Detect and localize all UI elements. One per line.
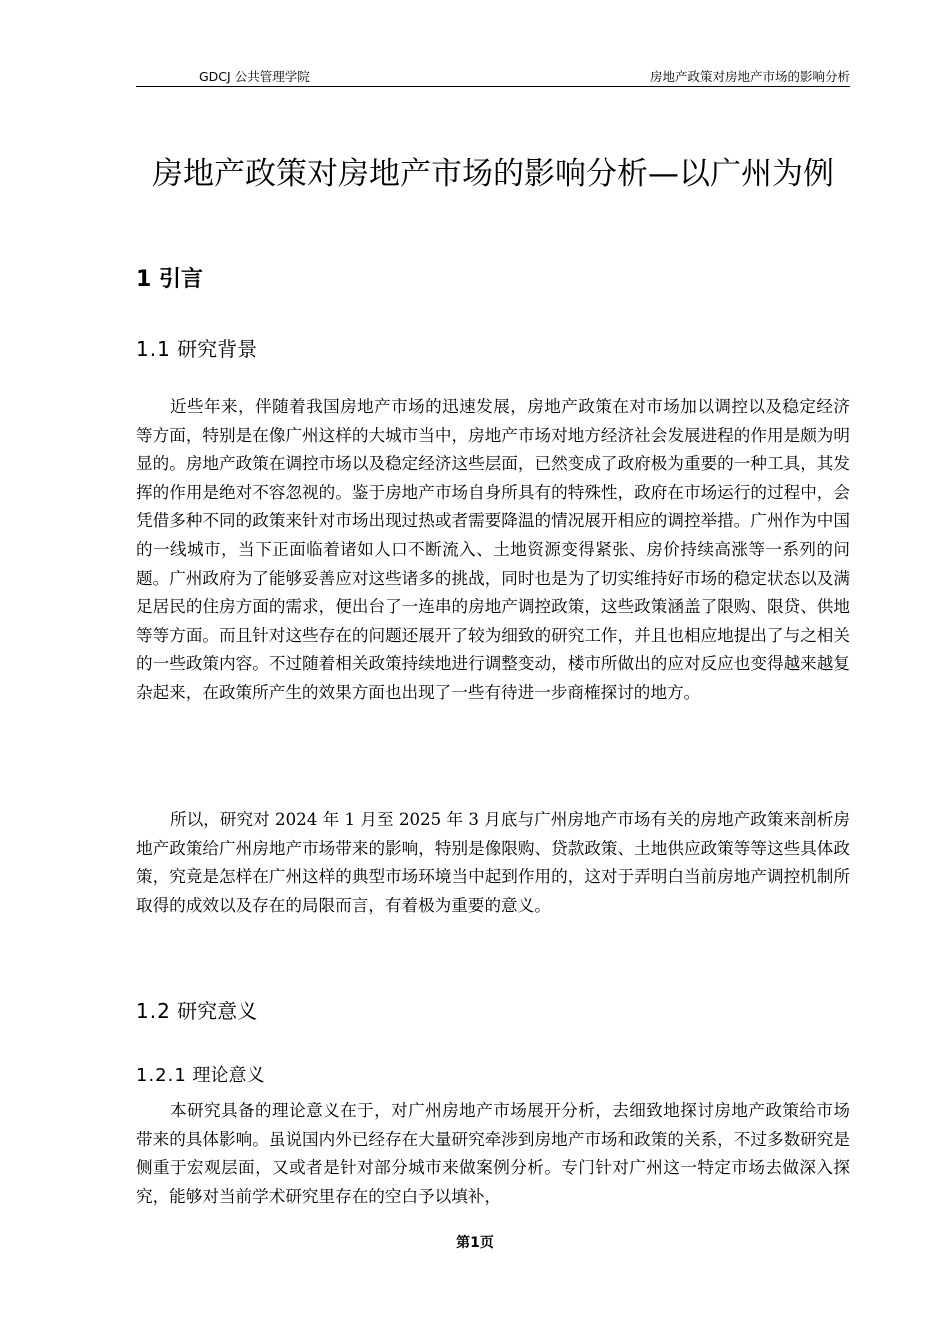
section-1-2-title: 研究意义 [177, 999, 258, 1023]
section-1-1-title: 研究背景 [177, 337, 258, 361]
section-1-2-number: 1.2 [136, 999, 171, 1023]
section-1-2-1-number: 1.2.1 [136, 1065, 187, 1086]
header-institution: GDCJ 公共管理学院 [199, 69, 310, 84]
background-paragraph-2: 所以，研究对 2024 年 1 月至 2025 年 3 月底与广州房地产市场有关的房地产政策来剖析房地产政策给广州房地产市场带来的影响，特别是像限购、贷款政策、土地供应政策等等这些具体政策，究竟是怎样在广州这样的典型市场环境当中起到作用的，这对于弄明白当前房地产调控机制所取得的成效以及存在的局限而言，有着极为重要的意义。 [136, 810, 850, 915]
document-title: 房地产政策对房地产市场的影响分析—以广州为例 [152, 156, 834, 192]
section-1-1-number: 1.1 [136, 337, 171, 361]
section-1-2-1-heading [136, 1063, 265, 1089]
theory-significance-paragraph: 本研究具备的理论意义在于，对广州房地产市场展开分析，去细致地探讨房地产政策给市场带来的具体影响。虽说国内外已经存在大量研究牵涉到房地产市场和政策的关系，不过多数研究是侧重于宏观层面，又或者是针对部分城市来做案例分析。专门针对广州这一特定市场去做深入探究，能够对当前学术研究里存在的空白予以填补， [136, 1101, 850, 1206]
section-1-2-heading [136, 997, 257, 1025]
section-1-number: 1 [136, 267, 152, 292]
page-number: 第1页 [456, 1235, 494, 1251]
section-1-2-1-title: 理论意义 [192, 1065, 265, 1086]
header-running-title: 房地产政策对房地产市场的影响分析 [649, 69, 850, 84]
background-paragraph-1: 近些年来，伴随着我国房地产市场的迅速发展，房地产政策在对市场加以调控以及稳定经济等方面，特别是在像广州这样的大城市当中，房地产市场对地方经济社会发展进程的作用是颇为明显的。房地产政策在调控市场以及稳定经济这些层面，已然变成了政府极为重要的一种工具，其发挥的作用是绝对不容忽视的。鉴于房地产市场自身所具有的特殊性，政府在市场运行的过程中，会凭借多种不同的政策来针对市场出现过热或者需要降温的情况展开相应的调控举措。广州作为中国的一线城市，当下正面临着诸如人口不断流入、土地资源变得紧张、房价持续高涨等一系列的问题。广州政府为了能够妥善应对这些诸多的挑战，同时也是为了切实维持好市场的稳定状态以及满足居民的住房方面的需求，便出台了一连串的房地产调控政策，这些政策涵盖了限购、限贷、供地等等方面。而且针对这些存在的问题还展开了较为细致的研究工作，并且也相应地提出了与之相关的一些政策内容。不过随着相关政策持续地进行调整变动，楼市所做出的应对反应也变得越来越复杂起来，在政策所产生的效果方面也出现了一些有待进一步商榷探讨的地方。 [136, 397, 850, 702]
page-header [136, 66, 850, 87]
section-1-heading [136, 265, 203, 295]
section-1-1-heading [136, 335, 257, 363]
section-1-title: 引言 [158, 267, 203, 292]
